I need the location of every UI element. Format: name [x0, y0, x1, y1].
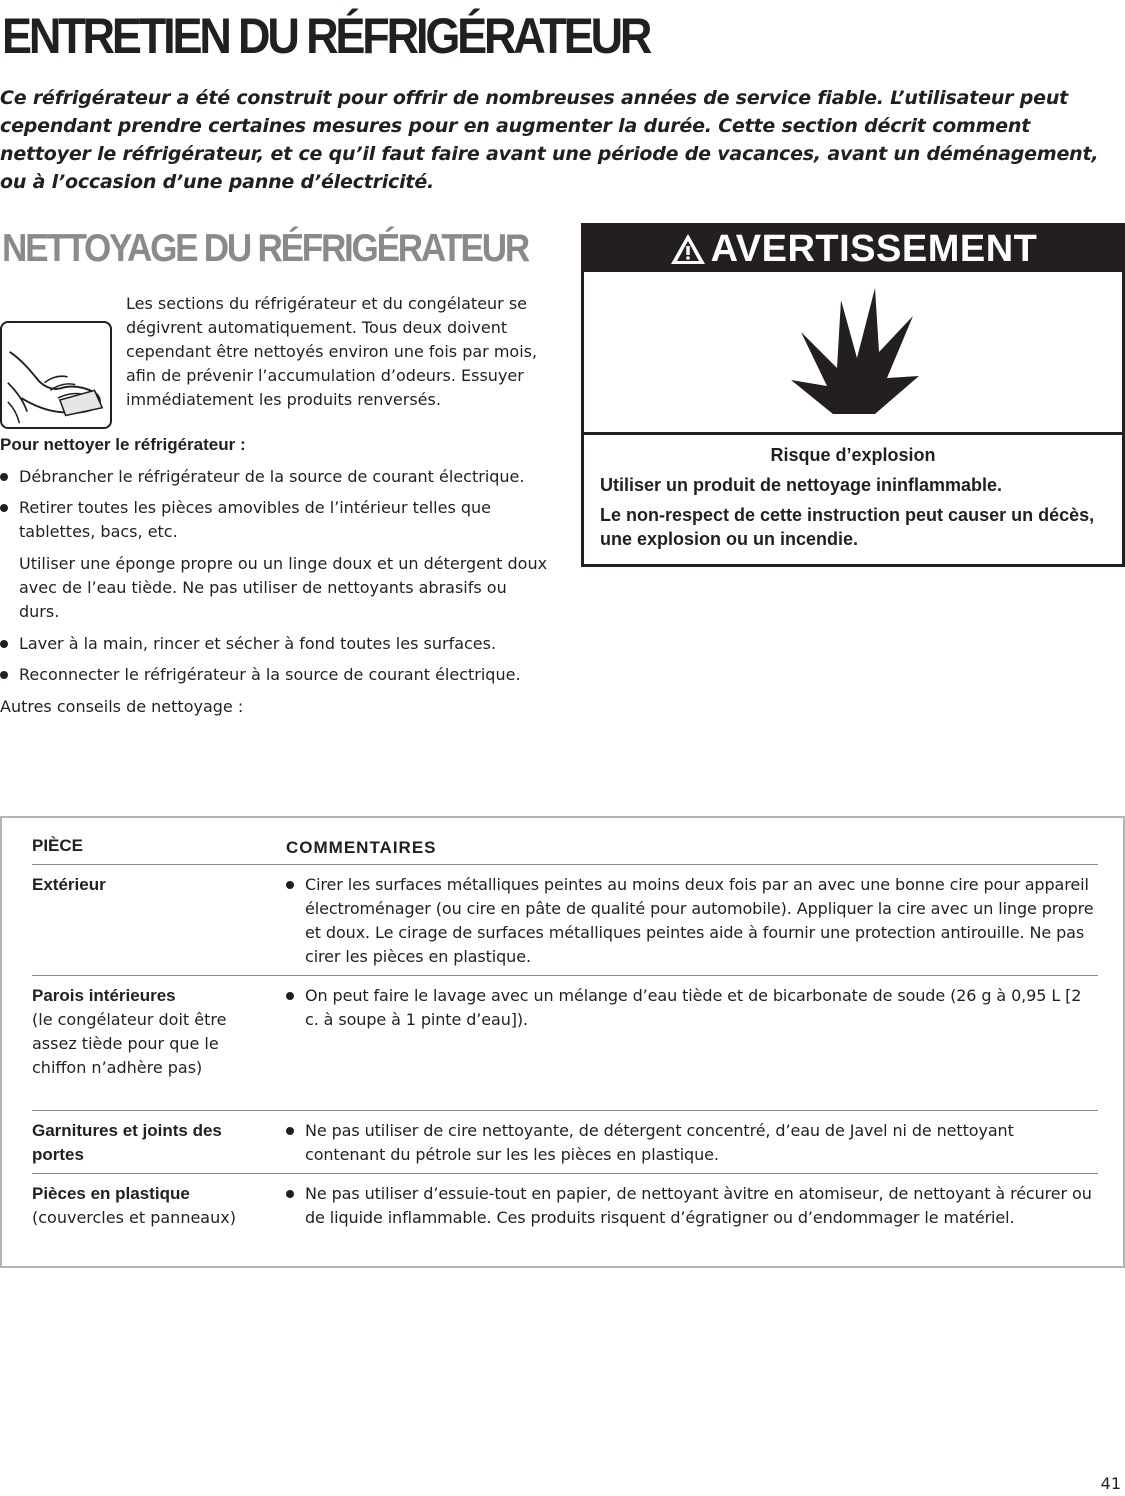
piece-cell [32, 873, 286, 969]
warning-consequence: Le non-respect de cette instruction peut causer un décès, une explosion ou un incendie. [600, 505, 1095, 549]
warning-box [581, 223, 1125, 567]
comment-cell: Ne pas utiliser de cire nettoyante, de détergent concentré, d’eau de Javel ni de nettoyant contenant du pétrole sur les les pièces en plastique. [286, 1119, 1098, 1167]
cleaning-section [0, 292, 548, 719]
table-header [32, 836, 1098, 865]
table-row [32, 1174, 1098, 1236]
comment-cell: Cirer les surfaces métalliques peintes au moins deux fois par an avec une bonne cire pour appareil électroménager (ou cire en pâte de qualité pour automobile). Appliquer la cire avec un linge propre et doux. Le cirage de surfaces métalliques peintes aide à fournir une protection antirouille. Ne pas cirer les pièces en plastique. [286, 873, 1098, 969]
section-title: NETTOYAGE DU RÉFRIGÉRATEUR [2, 227, 528, 270]
warning-title: AVERTISSEMENT [710, 227, 1038, 270]
cleaning-tips-table [0, 816, 1125, 1268]
hand-wiping-icon [0, 321, 112, 429]
comment-cell: On peut faire le lavage avec un mélange d’eau tiède et de bicarbonate de soude (26 g à 0,95 L [2 c. à soupe à 1 pinte d’eau]). [286, 984, 1098, 1104]
piece-name: Pièces en plastique [32, 1184, 190, 1203]
list-item: Reconnecter le réfrigérateur à la source de courant électrique. [0, 663, 548, 687]
table-row [32, 976, 1098, 1111]
piece-cell [32, 1182, 286, 1230]
piece-note: (couvercles et panneaux) [32, 1208, 236, 1227]
comment-cell: Ne pas utiliser d’essuie-tout en papier, de nettoyant àvitre en atomiseur, de nettoyant à récurer ou de liquide inflammable. Ces produits risquent d’égratigner ou d’endommager le matériel. [286, 1182, 1098, 1230]
cleaning-intro: Les sections du réfrigérateur et du congélateur se dégivrent automatiquement. Tous deux doivent cependant être nettoyés environ une fois par mois, afin de prévenir l’accumulation d’odeurs. Essuyer immédiatement les produits renversés. [126, 294, 538, 409]
piece-cell [32, 1119, 286, 1167]
cleaning-steps-list [0, 465, 548, 544]
header-comments: COMMENTAIRES [286, 838, 437, 857]
warning-text [584, 435, 1122, 551]
tips-label: Autres conseils de nettoyage : [0, 697, 244, 716]
cleaning-steps-list-2 [0, 632, 548, 687]
piece-cell [32, 984, 286, 1104]
piece-name: Parois intérieures [32, 986, 176, 1005]
table-row [32, 1111, 1098, 1174]
list-item: Retirer toutes les pièces amovibles de l’intérieur telles que tablettes, bacs, etc. [0, 496, 548, 544]
explosion-icon [783, 286, 923, 418]
warning-instruction: Utiliser un produit de nettoyage ininflammable. [600, 475, 1003, 495]
warning-risk: Risque d’explosion [770, 445, 936, 465]
piece-name: Garnitures et joints des portes [32, 1121, 222, 1164]
intro-paragraph: Ce réfrigérateur a été construit pour offrir de nombreuses années de service fiable. L’utilisateur peut cependant prendre certaines mesures pour en augmenter la durée. Cette section décrit comment nettoyer le réfrigérateur, et ce qu’il faut faire avant une période de vacances, avant un déménagement, ou à l’occasion d’une panne d’électricité. [0, 87, 1099, 193]
page-number: 41 [1100, 1474, 1121, 1493]
table-body [32, 865, 1098, 1236]
piece-name: Extérieur [32, 875, 106, 894]
piece-note: (le congélateur doit être assez tiède pour que le chiffon n’adhère pas) [32, 1010, 227, 1077]
alert-triangle-icon [669, 232, 707, 266]
header-piece: PIÈCE [32, 836, 84, 855]
cleaning-subheading: Pour nettoyer le réfrigérateur : [0, 435, 246, 454]
warning-header [584, 226, 1122, 272]
table-row [32, 865, 1098, 976]
cleaning-paragraph: Utiliser une éponge propre ou un linge doux et un détergent doux avec de l’eau tiède. Ne pas utiliser de nettoyants abrasifs ou durs. [19, 554, 548, 621]
list-item: Débrancher le réfrigérateur de la source de courant électrique. [0, 465, 548, 489]
warning-image [584, 272, 1122, 435]
page-title: ENTRETIEN DU RÉFRIGÉRATEUR [2, 8, 650, 64]
list-item: Laver à la main, rincer et sécher à fond toutes les surfaces. [0, 632, 548, 656]
